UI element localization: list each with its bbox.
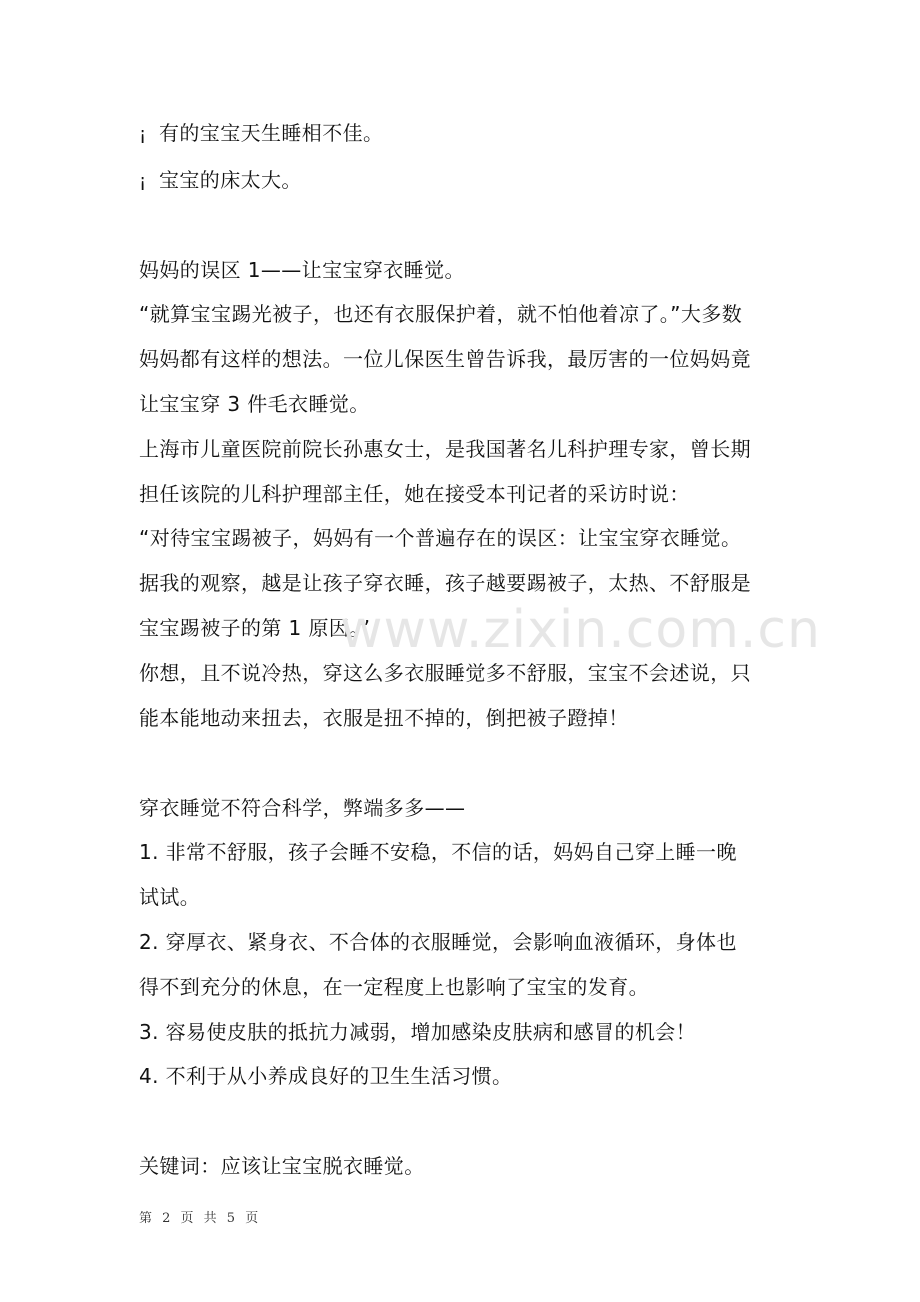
- list-item-continuation: 得不到充分的休息，在一定程度上也影响了宝宝的发育。: [139, 975, 649, 999]
- paragraph-line: “就算宝宝踢光被子，也还有衣服保护着，就不怕他着凉了。”大多数: [139, 302, 743, 326]
- paragraph-line: 宝宝踢被子的第 1 原因。”: [139, 616, 371, 640]
- section-heading: 穿衣睡觉不符合科学，弊端多多——: [139, 796, 466, 820]
- bullet-text: 有的宝宝天生睡相不佳。: [159, 121, 384, 145]
- paragraph-line: 能本能地动来扭去，衣服是扭不掉的，倒把被子蹬掉！: [139, 706, 629, 730]
- paragraph-line: 担任该院的儿科护理部主任，她在接受本刊记者的采访时说：: [139, 482, 690, 506]
- bullet-text: 宝宝的床太大。: [159, 168, 302, 192]
- paragraph-line: 据我的观察，越是让孩子穿衣睡，孩子越要踢被子，太热、不舒服是: [139, 571, 751, 595]
- list-item-continuation: 试试。: [139, 885, 201, 909]
- list-item: 2. 穿厚衣、紧身衣、不合体的衣服睡觉，会影响血液循环，身体也: [139, 930, 737, 954]
- page-footer: 第 2 页 共 5 页: [139, 1211, 262, 1226]
- paragraph-line: 妈妈都有这样的想法。一位儿保医生曾告诉我，最厉害的一位妈妈竟: [139, 347, 751, 371]
- bullet-item: [139, 119, 383, 149]
- section-heading: 妈妈的误区 1——让宝宝穿衣睡觉。: [139, 258, 465, 282]
- bullet-icon: ¡: [139, 171, 147, 192]
- watermark: www.zixin.com.cn: [340, 600, 821, 660]
- paragraph-line: 让宝宝穿 3 件毛衣睡觉。: [139, 392, 370, 416]
- paragraph-line: “对待宝宝踢被子，妈妈有一个普遍存在的误区：让宝宝穿衣睡觉。: [139, 526, 742, 550]
- list-item: 4. 不利于从小养成良好的卫生生活习惯。: [139, 1064, 513, 1088]
- bullet-item: [139, 166, 302, 196]
- paragraph-line: 你想，且不说冷热，穿这么多衣服睡觉多不舒服，宝宝不会述说，只: [139, 661, 751, 685]
- list-item: 1. 非常不舒服，孩子会睡不安稳，不信的话，妈妈自己穿上睡一晚: [139, 840, 737, 864]
- list-item: 3. 容易使皮肤的抵抗力减弱，增加感染皮肤病和感冒的机会！: [139, 1020, 697, 1044]
- keyword-line: 关键词：应该让宝宝脱衣睡觉。: [139, 1154, 425, 1178]
- bullet-icon: ¡: [139, 124, 147, 145]
- paragraph-line: 上海市儿童医院前院长孙惠女士，是我国著名儿科护理专家，曾长期: [139, 437, 751, 461]
